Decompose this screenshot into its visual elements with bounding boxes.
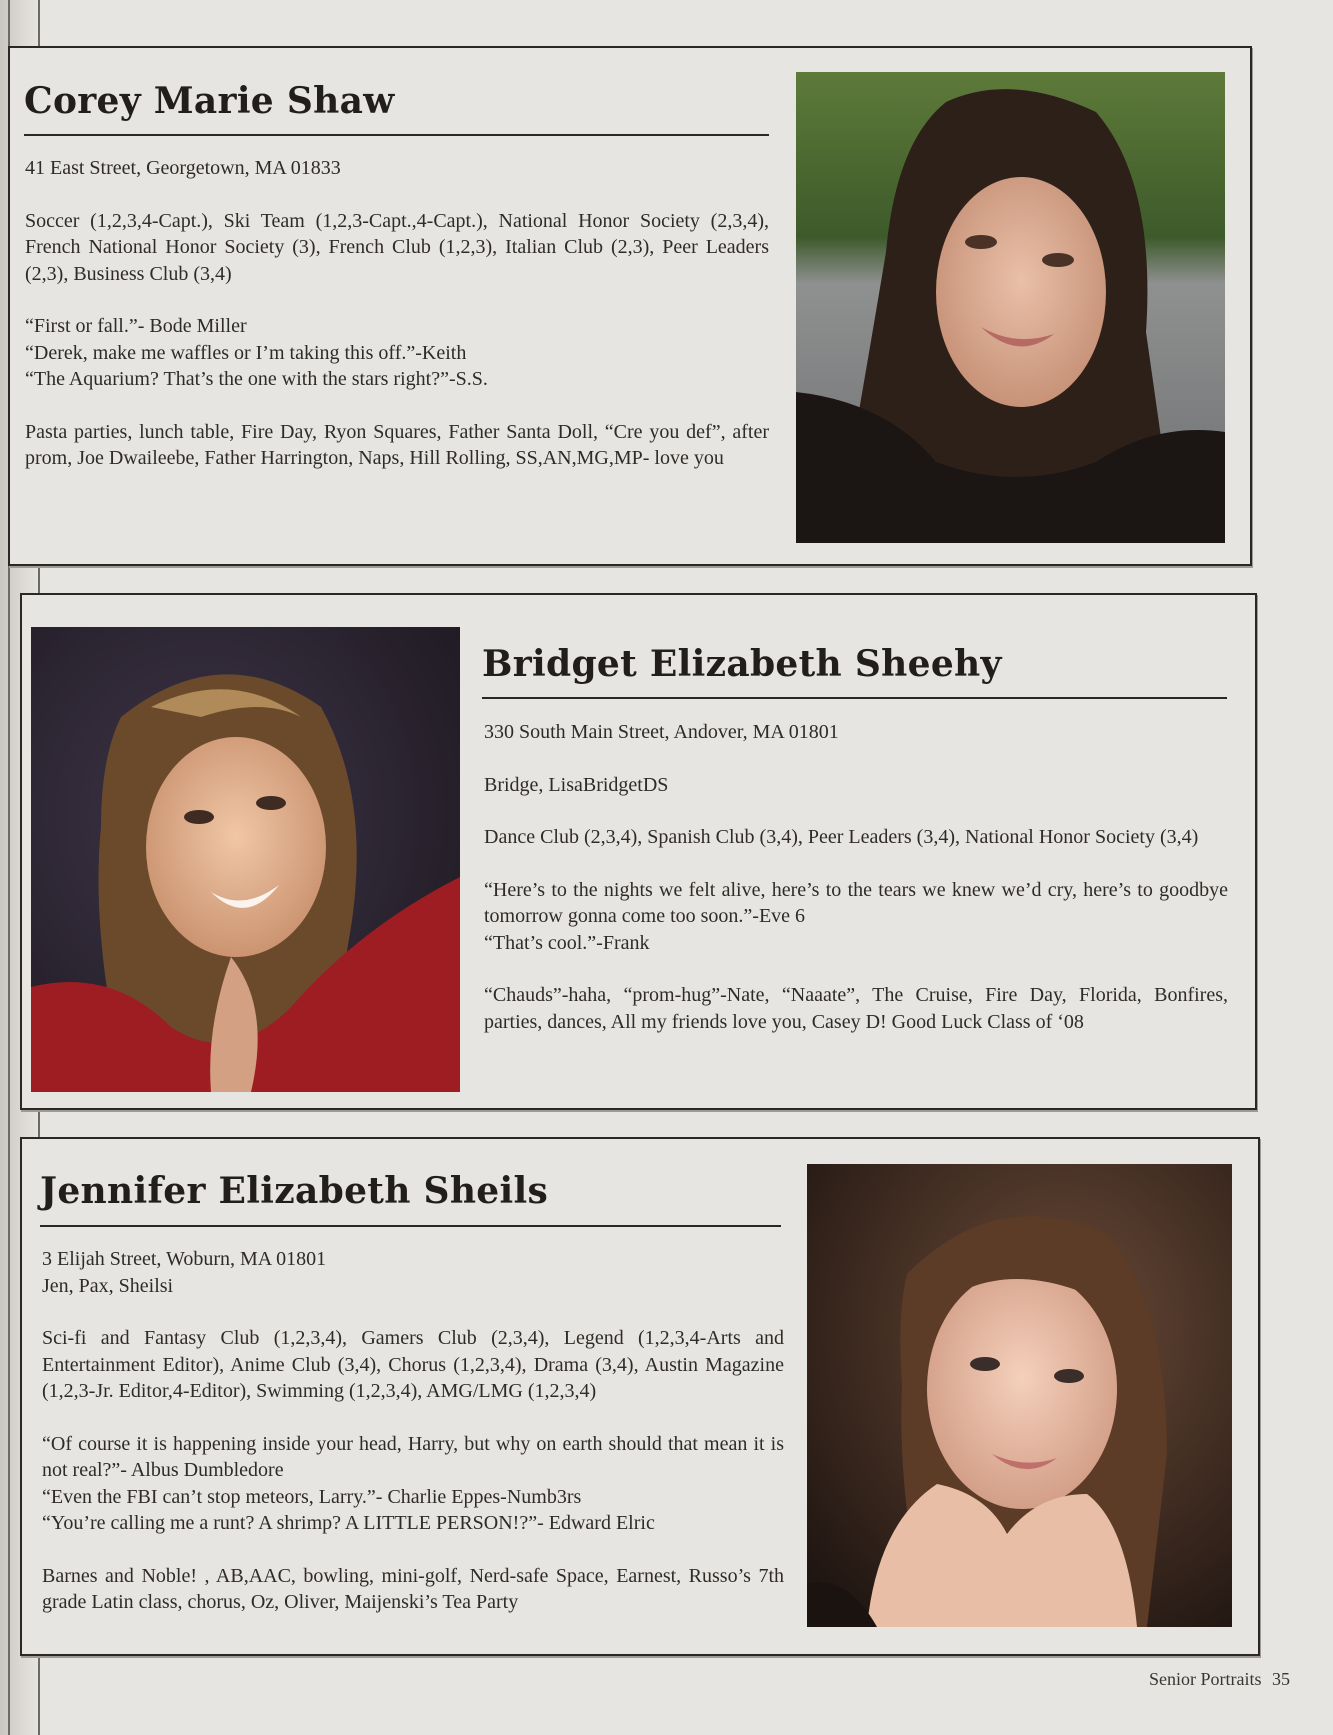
memories: Barnes and Noble! , AB,AAC, bowling, mini-golf, Nerd-safe Space, Earnest, Russo’s 7th grade Latin class, chorus, Oz, Oliver, Maijenski’s Tea Party — [42, 1564, 784, 1613]
activities: Sci-fi and Fantasy Club (1,2,3,4), Gamers Club (2,3,4), Legend (1,2,3,4-Arts and Entertainment Editor), Anime Club (3,4), Chorus (1,2,3,4), Drama (3,4), Austin Magazine (1,2,3-Jr. Editor,4-Editor), Swimming (1,2,3,4), AMG/LMG (1,2,3,4) — [42, 1327, 784, 1402]
quote: “You’re calling me a runt? A shrimp? A LITTLE PERSON!?”- Edward Elric — [42, 1512, 655, 1534]
name-underline — [40, 1225, 781, 1227]
nicknames: Bridge, LisaBridgetDS — [484, 773, 669, 796]
page-number: 35 — [1272, 1669, 1290, 1689]
quote: “The Aquarium? That’s the one with the stars right?”-S.S. — [25, 368, 488, 390]
quotes — [484, 877, 1228, 957]
senior-name: Corey Marie Shaw — [24, 80, 395, 122]
address: 3 Elijah Street, Woburn, MA 01801 — [42, 1248, 327, 1270]
senior-portrait-photo — [807, 1164, 1232, 1627]
activities: Soccer (1,2,3,4-Capt.), Ski Team (1,2,3-Capt.,4-Capt.), National Honor Society (2,3,4), French National Honor Society (3), French Club (1,2,3), Italian Club (2,3), Peer Leaders (2,3), Business Club (3,4) — [25, 209, 769, 285]
quote: “That’s cool.”-Frank — [484, 931, 650, 954]
identity — [42, 1246, 784, 1299]
name-underline — [24, 134, 769, 136]
quotes — [25, 313, 769, 393]
quote: “Derek, make me waffles or I’m taking this off.”-Keith — [25, 341, 467, 364]
senior-name: Jennifer Elizabeth Sheils — [40, 1170, 549, 1212]
section-title: Senior Portraits — [1149, 1669, 1262, 1689]
senior-bio — [484, 719, 1228, 1035]
address: 330 South Main Street, Andover, MA 01801 — [484, 721, 839, 743]
quote: “Of course it is happening inside your head, Harry, but why on earth should that mean it is not real?”- Albus Dumbledore — [42, 1432, 784, 1481]
quote: “Here’s to the nights we felt alive, here’s to the tears we knew we’d cry, here’s to goodbye tomorrow gonna come too soon.”-Eve 6 — [484, 878, 1228, 927]
senior-portrait-photo — [796, 72, 1225, 543]
senior-bio — [42, 1246, 784, 1616]
nicknames: Jen, Pax, Sheilsi — [42, 1274, 174, 1297]
senior-portrait-photo — [31, 627, 460, 1092]
senior-name: Bridget Elizabeth Sheehy — [482, 643, 1002, 685]
quote: “Even the FBI can’t stop meteors, Larry.”- Charlie Eppes-Numb3rs — [42, 1485, 582, 1508]
address: 41 East Street, Georgetown, MA 01833 — [25, 157, 341, 179]
quote: “First or fall.”- Bode Miller — [25, 315, 247, 337]
name-underline — [482, 697, 1227, 699]
page-footer — [1149, 1669, 1290, 1690]
memories: “Chauds”-haha, “prom-hug”-Nate, “Naaate”, The Cruise, Fire Day, Florida, Bonfires, parties, dances, All my friends love you, Casey D! Good Luck Class of ‘08 — [484, 984, 1228, 1033]
memories: Pasta parties, lunch table, Fire Day, Ryon Squares, Father Santa Doll, “Cre you def”, after prom, Joe Dwaileebe, Father Harrington, Naps, Hill Rolling, SS,AN,MG,MP- love you — [25, 420, 769, 469]
quotes — [42, 1431, 784, 1537]
activities: Dance Club (2,3,4), Spanish Club (3,4), Peer Leaders (3,4), National Honor Society (3,4) — [484, 826, 1199, 848]
senior-bio — [25, 155, 769, 472]
